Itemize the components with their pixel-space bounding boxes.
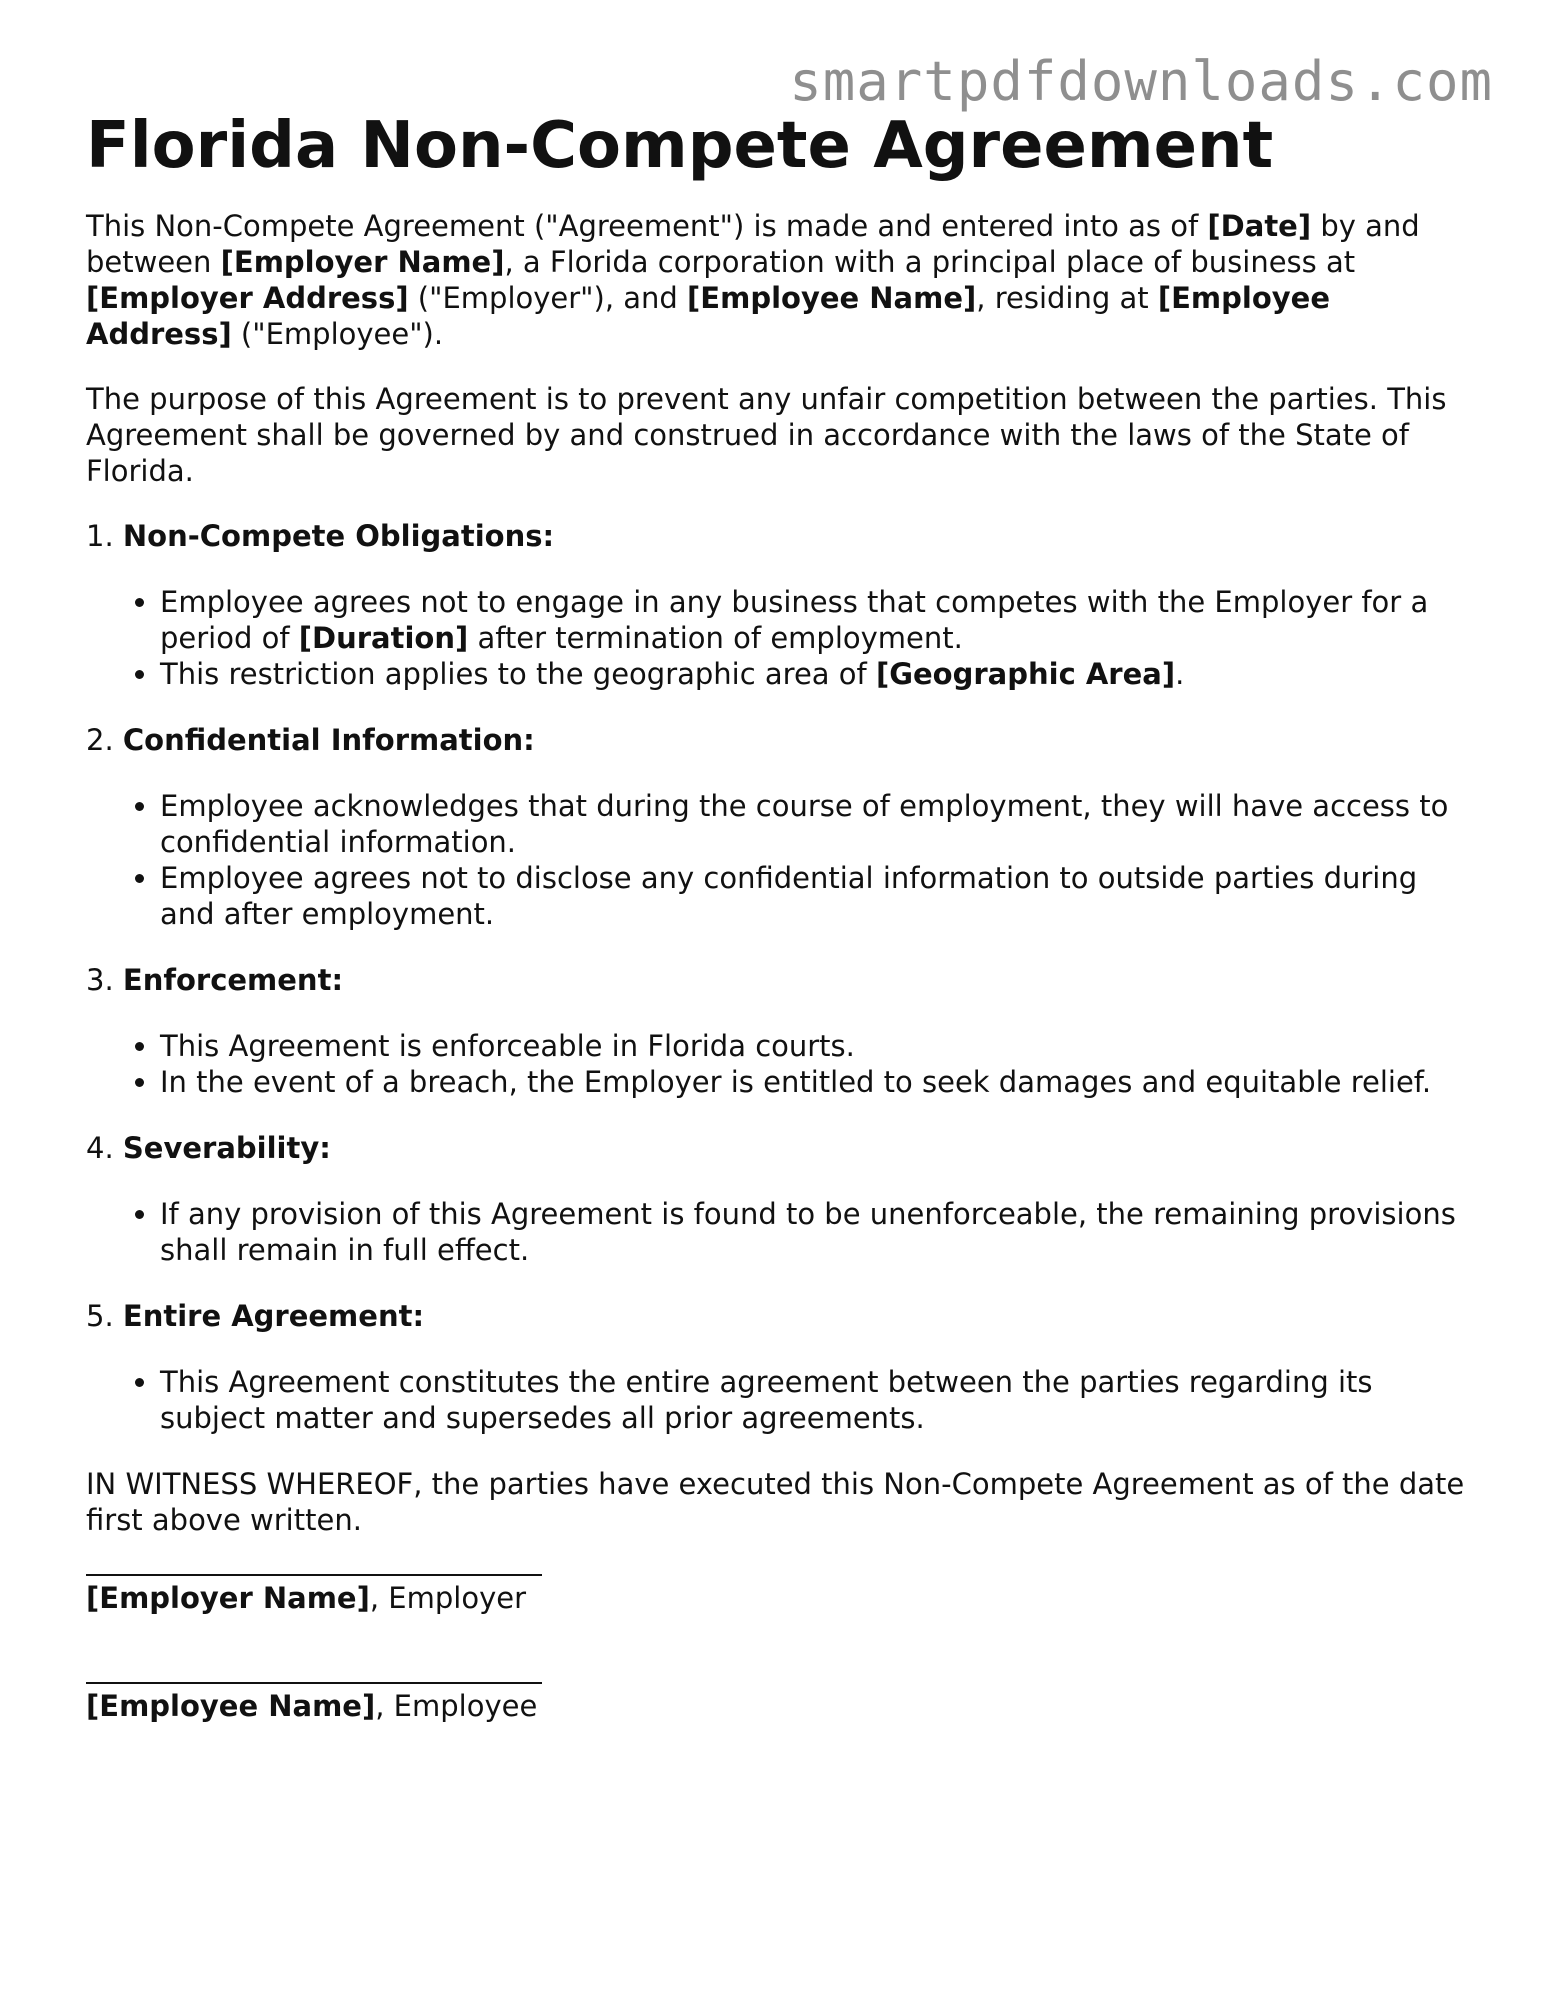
section-heading-non-compete: 1. Non-Compete Obligations: xyxy=(86,519,555,553)
geographic-area-placeholder: [Geographic Area] xyxy=(875,657,1176,691)
section-list-non-compete xyxy=(86,584,1466,692)
purpose-paragraph: The purpose of this Agreement is to prevent any unfair competition between the parties. This Agreement shall be governed by and construed in accordance with the laws of the State of Florida. xyxy=(86,382,1447,488)
section-heading-entire-agreement: 5. Entire Agreement: xyxy=(86,1299,425,1333)
list-item: • This restriction applies to the geographic area of [Geographic Area]. xyxy=(160,656,1466,692)
section-list-confidential xyxy=(86,788,1466,932)
employee-signature-label: [Employee Name], Employee xyxy=(86,1689,538,1723)
list-item: • In the event of a breach, the Employer is entitled to seek damages and equitable relief. xyxy=(160,1064,1466,1100)
list-item: • If any provision of this Agreement is found to be unenforceable, the remaining provisions shall remain in full effect. xyxy=(160,1196,1466,1268)
employer-signature-line[interactable] xyxy=(86,1574,542,1576)
employer-signature-label: [Employer Name], Employer xyxy=(86,1581,527,1615)
witness-paragraph: IN WITNESS WHEREOF, the parties have executed this Non-Compete Agreement as of the date first above written. xyxy=(86,1467,1465,1537)
list-item: • Employee acknowledges that during the course of employment, they will have access to confidential information. xyxy=(160,788,1466,860)
section-heading-confidential: 2. Confidential Information: xyxy=(86,723,535,757)
section-list-enforcement xyxy=(86,1028,1466,1100)
section-list-entire-agreement xyxy=(86,1364,1466,1436)
watermark: smartpdfdownloads.com xyxy=(789,50,1493,113)
section-heading-enforcement: 3. Enforcement: xyxy=(86,963,344,997)
employee-address-placeholder: [Employee Address] xyxy=(86,281,1330,351)
section-list-severability xyxy=(86,1196,1466,1268)
duration-placeholder: [Duration] xyxy=(298,621,469,655)
employer-name-placeholder: [Employer Name] xyxy=(220,245,505,279)
employee-name-placeholder: [Employee Name] xyxy=(687,281,977,315)
intro-paragraph: This Non-Compete Agreement ("Agreement") is made and entered into as of [Date] by and between [Employer Name], a Florida corporation with a principal place of business at [Employer Address] ("Employer"), and [Employee Name], residing at [Employee Address] ("Employee"). xyxy=(86,209,1420,351)
list-item: • Employee agrees not to engage in any business that competes with the Employer for a period of [Duration] after termination of employment. xyxy=(160,584,1466,656)
list-item: • Employee agrees not to disclose any confidential information to outside parties during and after employment. xyxy=(160,860,1466,932)
employee-signature-block xyxy=(86,1682,1466,1724)
date-placeholder: [Date] xyxy=(1207,209,1312,243)
document-title: Florida Non-Compete Agreement xyxy=(86,109,1274,183)
employee-signature-line[interactable] xyxy=(86,1682,542,1684)
section-heading-severability: 4. Severability: xyxy=(86,1131,331,1165)
employer-address-placeholder: [Employer Address] xyxy=(86,281,409,315)
document-page xyxy=(86,108,1466,1724)
employer-signature-block xyxy=(86,1574,1466,1616)
list-item: • This Agreement constitutes the entire agreement between the parties regarding its subject matter and supersedes all prior agreements. xyxy=(160,1364,1466,1436)
list-item: • This Agreement is enforceable in Florida courts. xyxy=(160,1028,1466,1064)
